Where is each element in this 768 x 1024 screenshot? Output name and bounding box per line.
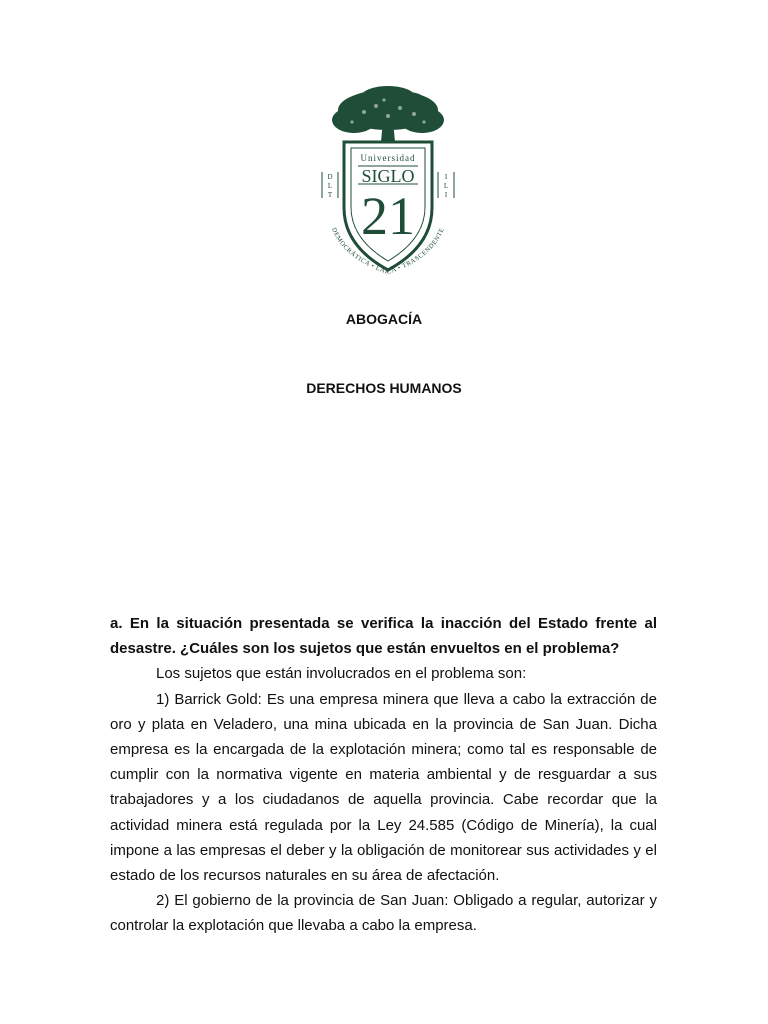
- logo-left-letter: D: [327, 173, 333, 181]
- body-paragraph: Los sujetos que están involucrados en el problema son:: [156, 665, 527, 683]
- logo-motto: DEMOCRÁTICA • LAICA • TRASCENDENTE: [329, 226, 446, 276]
- body-paragraph: 1) Barrick Gold: Es una empresa minera que lleva a cabo la extracción de oro y plata en Veladero, una mina ubicada en la provincia de San Juan. Dicha empresa es la encargada de la explotación minera; como tal es responsable de cumplir con la normativa vigente en materia ambiental y de resguardar a sus trabajadores y a los ciudadanos de aquella provincia. Cabe recordar que la actividad minera está regulada por la Ley 24.585 (Código de Minería), la cual impone a las empresas el deber y la obligación de monitorear sus actividades y el estado de los recursos naturales en su área de afectación.: [110, 690, 657, 885]
- question-heading: a. En la situación presentada se verifica la inacción del Estado frente al desastre. ¿Cuáles son los sujetos que están envueltos en el problema?: [110, 615, 657, 658]
- body-paragraph: 2) El gobierno de la provincia de San Juan: Obligado a regular, autorizar y controlar la explotación que llevaba a cabo la empresa.: [110, 892, 657, 935]
- document-body: [110, 611, 657, 939]
- logo-left-letter: L: [327, 182, 333, 190]
- logo-name-text: SIGLO: [361, 166, 415, 186]
- logo-right-letter: I: [444, 173, 448, 181]
- logo-right-letter: I: [444, 191, 448, 199]
- logo-top-text: Universidad: [360, 153, 416, 163]
- logo-number-text: 21: [361, 186, 415, 246]
- logo-left-letter: T: [327, 191, 333, 199]
- logo-right-letter: L: [443, 182, 449, 190]
- subject-title: DERECHOS HUMANOS: [306, 380, 462, 396]
- siglo21-crest-icon: [314, 86, 462, 276]
- university-logo: [314, 86, 462, 276]
- career-title: ABOGACÍA: [345, 311, 423, 327]
